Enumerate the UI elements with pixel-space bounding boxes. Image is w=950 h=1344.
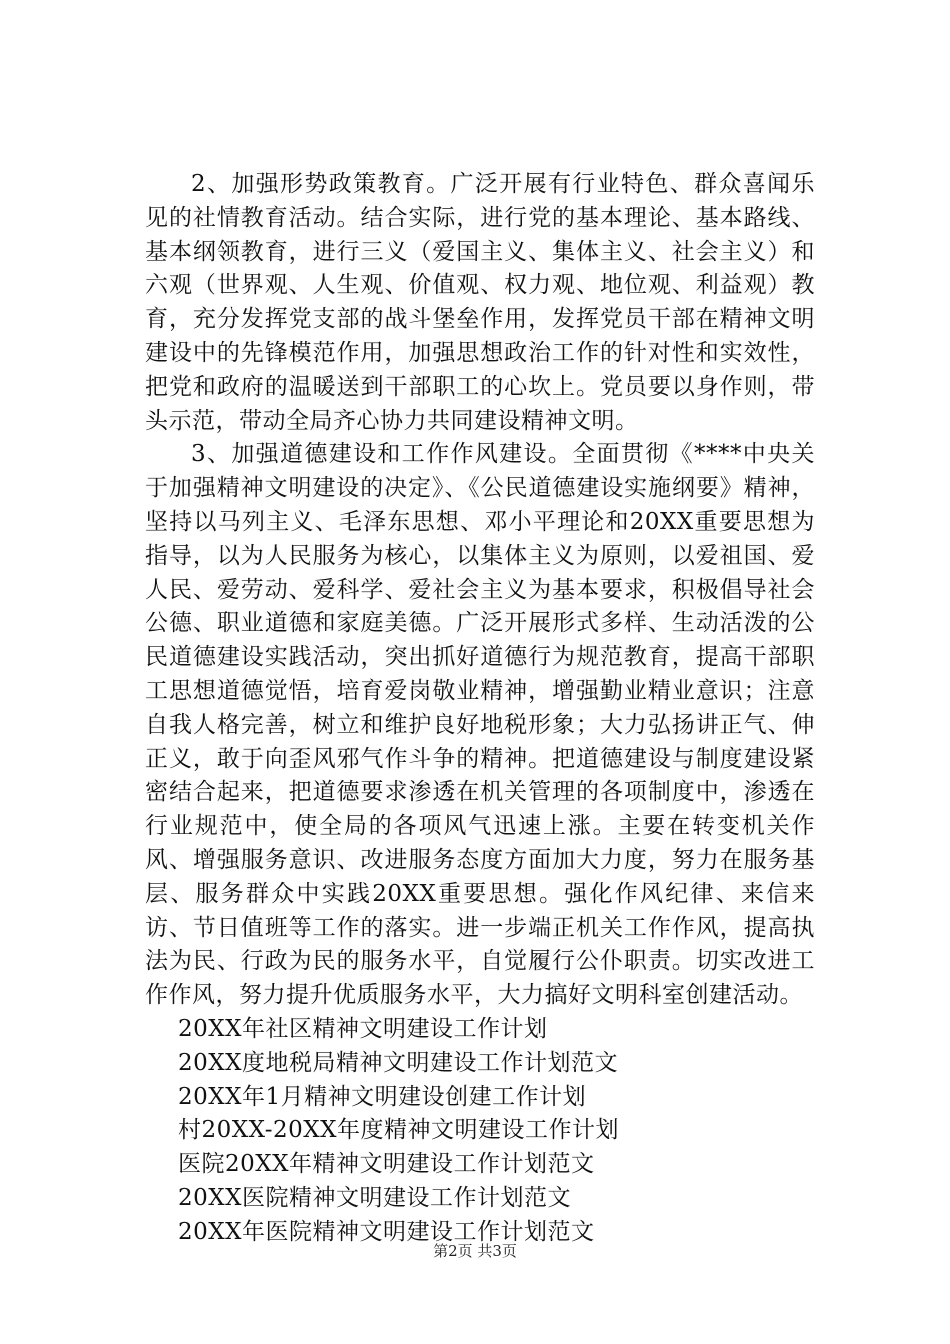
paragraph-political-education: 2、加强形势政策教育。广泛开展有行业特色、群众喜闻乐见的社情教育活动。结合实际，进行党的基本理论、基本路线、基本纲领教育，进行三义（爱国主义、集体主义、社会主义）和六观（世界观、人生观、价值观、权力观、地位观、利益观）教育，充分发挥党支部的战斗堡垒作用，发挥党员干部在精神文明建设中的先锋模范作用，加强思想政治工作的针对性和实效性，把党和政府的温暖送到干部职工的心坎上。党员要以身作则，带头示范，带动全局齐心协力共同建设精神文明。: [145, 171, 815, 434]
related-article-link[interactable]: 20XX度地税局精神文明建设工作计划范文: [178, 1049, 619, 1076]
related-article-link[interactable]: 20XX年社区精神文明建设工作计划: [178, 1015, 548, 1042]
related-articles-list: [145, 1013, 815, 1250]
related-article-link[interactable]: 医院20XX年精神文明建设工作计划范文: [178, 1151, 595, 1178]
related-article-link[interactable]: 20XX年医院精神文明建设工作计划范文: [178, 1218, 595, 1245]
paragraph-moral-construction: 3、加强道德建设和工作作风建设。全面贯彻《****中央关于加强精神文明建设的决定》、《公民道德建设实施纲要》精神，坚持以马列主义、毛泽东思想、邓小平理论和20XX重要思想为指导，以为人民服务为核心，以集体主义为原则，以爱祖国、爱人民、爱劳动、爱科学、爱社会主义为基本要求，积极倡导社会公德、职业道德和家庭美德。广泛开展形式多样、生动活泼的公民道德建设实践活动，突出抓好道德行为规范教育，提高干部职工思想道德觉悟，培育爱岗敬业精神，增强勤业精业意识；注意自我人格完善，树立和维护良好地税形象；大力弘扬讲正气、伸正义，敢于向歪风邪气作斗争的精神。把道德建设与制度建设紧密结合起来，把道德要求渗透在机关管理的各项制度中，渗透在行业规范中，使全局的各项风气迅速上涨。主要在转变机关作风、增强服务意识、改进服务态度方面加大力度，努力在服务基层、服务群众中实践20XX重要思想。强化作风纪律、来信来访、节日值班等工作的落实。进一步端正机关工作作风，提高执法为民、行政为民的服务水平，自觉履行公仆职责。切实改进工作作风，努力提升优质服务水平，大力搞好文明科室创建活动。: [145, 441, 815, 1009]
page-footer: [0, 1240, 950, 1261]
document-body: [145, 168, 815, 1250]
related-article-link[interactable]: 村20XX-20XX年度精神文明建设工作计划: [178, 1117, 619, 1144]
related-article-link[interactable]: 20XX年1月精神文明建设创建工作计划: [178, 1083, 587, 1110]
related-article-link[interactable]: 20XX医院精神文明建设工作计划范文: [178, 1184, 572, 1211]
page-indicator: 第2页 共3页: [433, 1242, 517, 1260]
